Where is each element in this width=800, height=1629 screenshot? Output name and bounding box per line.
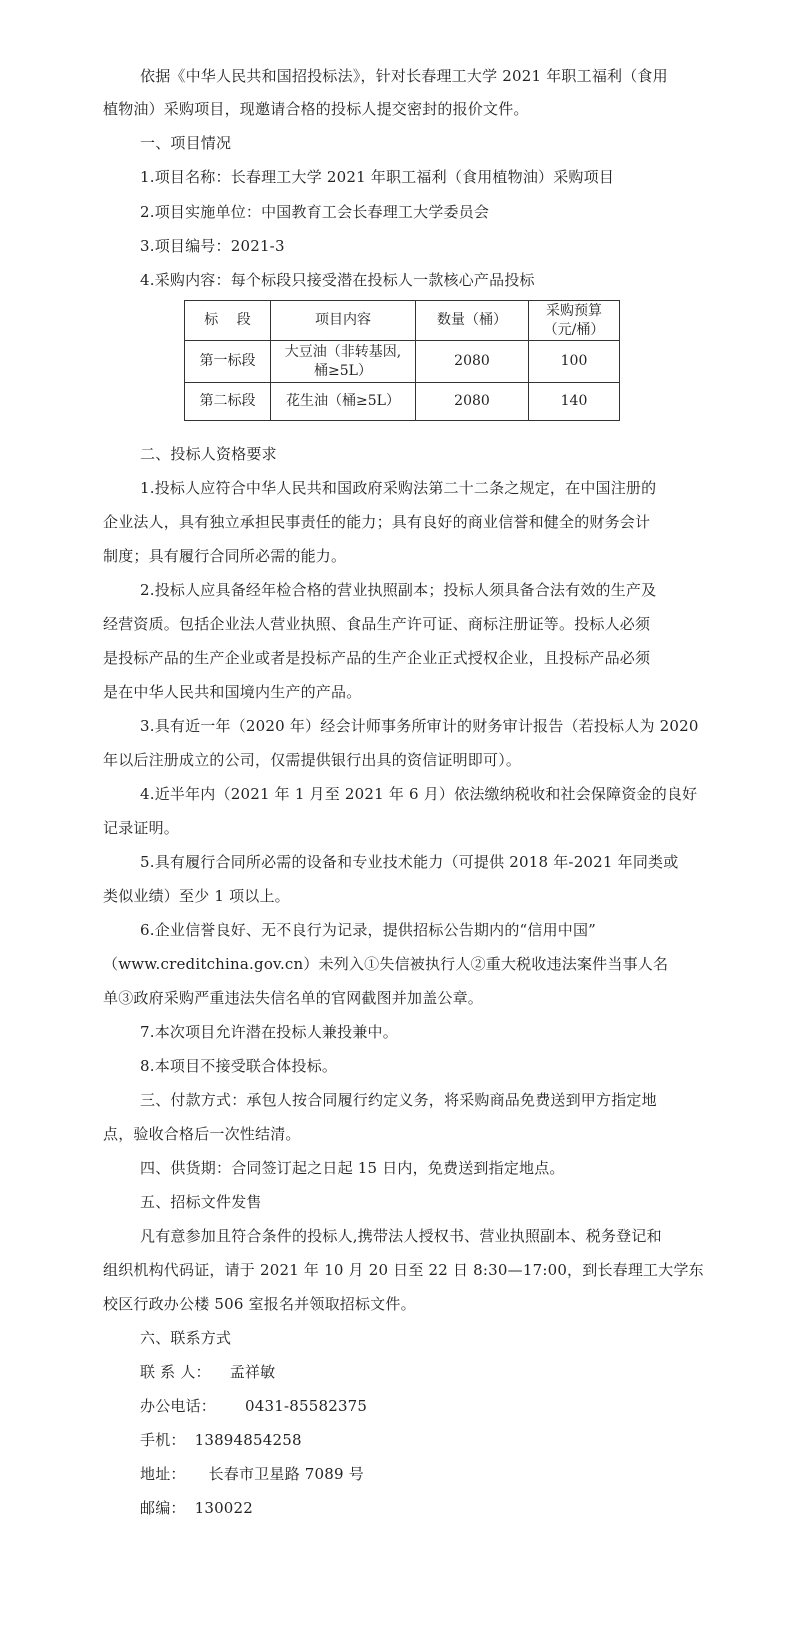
cell-content-line-2: 桶≥5L） bbox=[314, 362, 372, 379]
section3-line-2: 点，验收合格后一次性结清。 bbox=[103, 1125, 301, 1143]
office-phone-row bbox=[140, 1396, 367, 1416]
section2-p1-line-3: 制度；具有履行合同所必需的能力。 bbox=[103, 547, 347, 565]
intro-line-2: 植物油）采购项目，现邀请合格的投标人提交密封的报价文件。 bbox=[103, 100, 529, 118]
section5-line-2: 组织机构代码证，请于 2021 年 10 月 20 日至 22 日 8:30—17:00，到长春理工大学东 bbox=[103, 1261, 704, 1279]
cell-budget: 100 bbox=[529, 341, 620, 383]
intro-line-1: 依据《中华人民共和国招投标法》，针对长春理工大学 2021 年职工福利（食用 bbox=[140, 67, 668, 85]
contact-row bbox=[140, 1362, 275, 1382]
section1-item-1: 1.项目名称：长春理工大学 2021 年职工福利（食用植物油）采购项目 bbox=[140, 168, 615, 186]
section2-p2-line-2: 经营资质。包括企业法人营业执照、食品生产许可证、商标注册证等。投标人必须 bbox=[103, 615, 651, 633]
cell-budget: 140 bbox=[529, 383, 620, 421]
section2-p2-line-3: 是投标产品的生产企业或者是投标产品的生产企业正式授权企业，且投标产品必须 bbox=[103, 649, 651, 667]
cell-lot: 第二标段 bbox=[185, 383, 271, 421]
section4: 四、供货期：合同签订起之日起 15 日内，免费送到指定地点。 bbox=[140, 1159, 565, 1177]
mobile-row bbox=[140, 1430, 302, 1450]
cell-qty: 2080 bbox=[416, 383, 529, 421]
section5-line-3: 校区行政办公楼 506 室报名并领取招标文件。 bbox=[103, 1295, 416, 1313]
section2-p6-line-3: 单③政府采购严重违法失信名单的官网截图并加盖公章。 bbox=[103, 989, 484, 1007]
section2-p6-line-1: 6.企业信誉良好、无不良行为记录，提供招标公告期内的“信用中国” bbox=[140, 921, 597, 939]
header-lot: 标 段 bbox=[185, 301, 271, 341]
section2-p5-line-2: 类似业绩）至少 1 项以上。 bbox=[103, 887, 290, 905]
header-budget-line-2: （元/桶） bbox=[543, 321, 605, 338]
section2-p7: 7.本次项目允许潜在投标人兼投兼中。 bbox=[140, 1023, 398, 1041]
section6-title: 六、联系方式 bbox=[140, 1329, 232, 1347]
cell-content bbox=[271, 341, 416, 383]
header-qty: 数量（桶） bbox=[416, 301, 529, 341]
cell-qty: 2080 bbox=[416, 341, 529, 383]
postcode-row bbox=[140, 1498, 253, 1518]
section2-p3-line-2: 年以后注册成立的公司，仅需提供银行出具的资信证明即可）。 bbox=[103, 751, 522, 769]
section2-p1-line-2: 企业法人，具有独立承担民事责任的能力；具有良好的商业信誉和健全的财务会计 bbox=[103, 513, 651, 531]
header-budget-line-1: 采购预算 bbox=[546, 302, 602, 319]
mobile-label: 手机： bbox=[140, 1431, 186, 1449]
contact-label: 联 系 人： bbox=[140, 1363, 211, 1381]
section1-item-4: 4.采购内容：每个标段只接受潜在投标人一款核心产品投标 bbox=[140, 271, 535, 289]
section5-title: 五、招标文件发售 bbox=[140, 1193, 262, 1211]
section2-p3-line-1: 3.具有近一年（2020 年）经会计师事务所审计的财务审计报告（若投标人为 2020 bbox=[140, 717, 699, 735]
section1-item-2: 2.项目实施单位：中国教育工会长春理工大学委员会 bbox=[140, 203, 490, 221]
header-budget bbox=[529, 301, 620, 341]
office-phone-value: 0431-85582375 bbox=[244, 1397, 368, 1415]
postcode-value: 130022 bbox=[194, 1499, 254, 1517]
section2-p6-line-2: （www.creditchina.gov.cn）未列入①失信被执行人②重大税收违法案件当事人名 bbox=[103, 955, 669, 973]
office-phone-label: 办公电话： bbox=[140, 1397, 217, 1415]
section2-title: 二、投标人资格要求 bbox=[140, 445, 277, 463]
section1-item-3: 3.项目编号：2021-3 bbox=[140, 237, 285, 255]
cell-lot: 第一标段 bbox=[185, 341, 271, 383]
section2-p2-line-4: 是在中华人民共和国境内生产的产品。 bbox=[103, 683, 362, 701]
table-row bbox=[185, 383, 620, 421]
section1-title: 一、项目情况 bbox=[140, 134, 232, 152]
section2-p2-line-1: 2.投标人应具备经年检合格的营业执照副本；投标人须具备合法有效的生产及 bbox=[140, 581, 657, 599]
contact-value: 孟祥敏 bbox=[229, 1363, 276, 1381]
address-row bbox=[140, 1464, 364, 1484]
section5-line-1: 凡有意参加且符合条件的投标人,携带法人授权书、营业执照副本、税务登记和 bbox=[140, 1227, 662, 1245]
table-row bbox=[185, 341, 620, 383]
address-label: 地址： bbox=[140, 1465, 186, 1483]
section2-p8: 8.本项目不接受联合体投标。 bbox=[140, 1057, 338, 1075]
section3-line-1: 三、付款方式：承包人按合同履行约定义务，将采购商品免费送到甲方指定地 bbox=[140, 1091, 657, 1109]
section2-p4-line-1: 4.近半年内（2021 年 1 月至 2021 年 6 月）依法缴纳税收和社会保障资金的良好 bbox=[140, 785, 698, 803]
section2-p5-line-1: 5.具有履行合同所必需的设备和专业技术能力（可提供 2018 年-2021 年同类或 bbox=[140, 853, 679, 871]
cell-content: 花生油（桶≥5L） bbox=[271, 383, 416, 421]
bid-lots-table bbox=[184, 300, 620, 421]
address-value: 长春市卫星路 7089 号 bbox=[208, 1465, 364, 1483]
table-header-row bbox=[185, 301, 620, 341]
section2-p1-line-1: 1.投标人应符合中华人民共和国政府采购法第二十二条之规定，在中国注册的 bbox=[140, 479, 657, 497]
postcode-label: 邮编： bbox=[140, 1499, 186, 1517]
cell-content-line-1: 大豆油（非转基因, bbox=[284, 343, 402, 360]
header-content: 项目内容 bbox=[271, 301, 416, 341]
mobile-value: 13894854258 bbox=[194, 1431, 302, 1449]
section2-p4-line-2: 记录证明。 bbox=[103, 819, 180, 837]
